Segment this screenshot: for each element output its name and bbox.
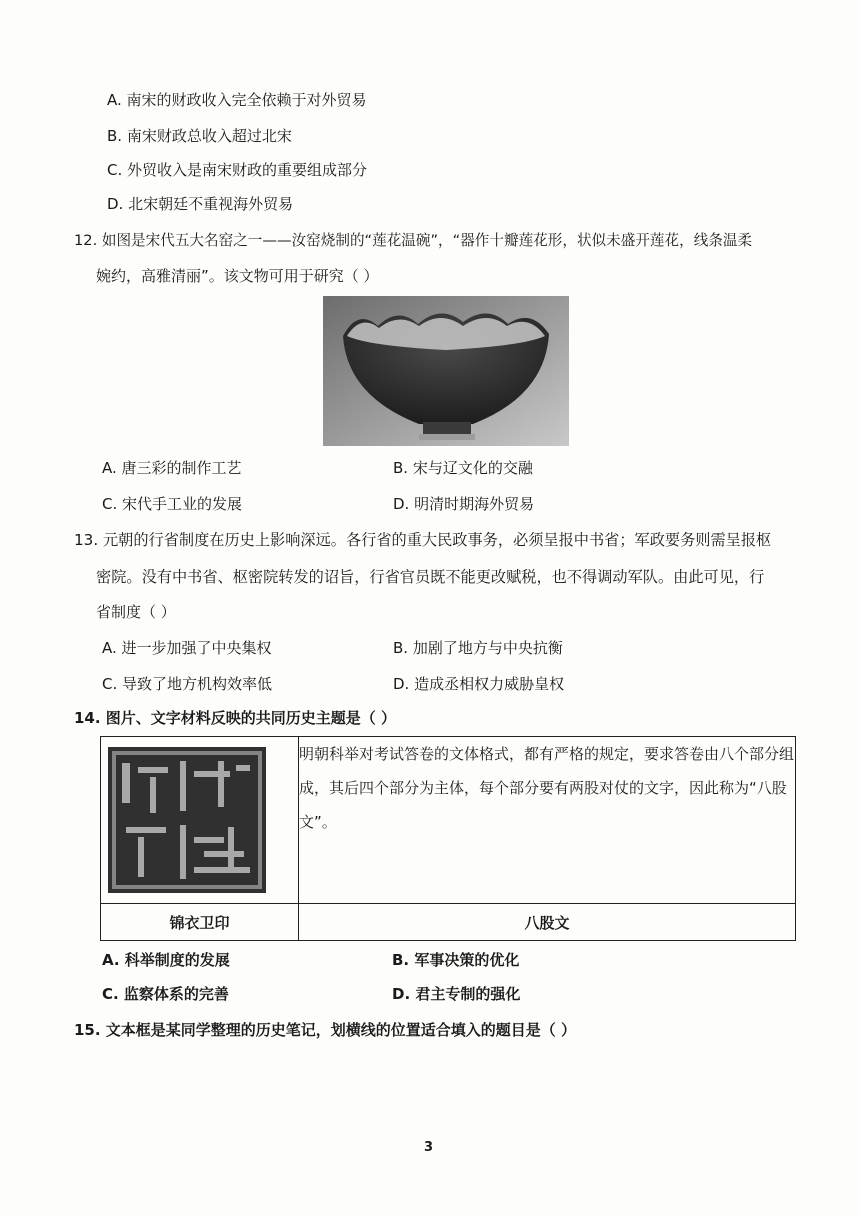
q14-material-table: [100, 736, 796, 941]
q11-option-a: A. 南宋的财政收入完全依赖于对外贸易: [107, 91, 367, 109]
q11-option-b: B. 南宋财政总收入超过北宋: [107, 127, 292, 145]
q11-option-d: D. 北宋朝廷不重视海外贸易: [107, 195, 294, 213]
baguwen-text-cell: [299, 737, 796, 904]
q13-stem-line1: 13. 元朝的行省制度在历史上影响深远。各行省的重大民政事务，必须呈报中书省；军政要务则需呈报枢: [74, 531, 772, 549]
q12-option-a: A. 唐三彩的制作工艺: [102, 459, 242, 477]
q14-option-b: B. 军事决策的优化: [392, 951, 520, 969]
q13-stem-line2: 密院。没有中书省、枢密院转发的诏旨，行省官员既不能更改赋税，也不得调动军队。由此可见，行: [96, 568, 765, 586]
seal-image-cell: [101, 737, 299, 904]
q12-stem-line2: 婉约，高雅清丽”。该文物可用于研究（ ）: [96, 267, 379, 285]
q12-option-d: D. 明清时期海外贸易: [393, 495, 535, 513]
lotus-bowl-image: [323, 296, 569, 446]
q13-option-d: D. 造成丞相权力威胁皇权: [393, 675, 565, 693]
q13-option-c: C. 导致了地方机构效率低: [102, 675, 273, 693]
seal-image: [108, 747, 266, 893]
q12-stem-line1: 12. 如图是宋代五大名窑之一——汝窑烧制的“莲花温碗”，“器作十瓣莲花形，状似未盛开莲花，线条温柔: [74, 232, 753, 249]
q13-option-b: B. 加剧了地方与中央抗衡: [393, 639, 563, 657]
lotus-bowl-photo: [323, 296, 569, 446]
page-number: 3: [424, 1140, 434, 1155]
baguwen-material-text: 明朝科举对考试答卷的文体格式，都有严格的规定，要求答卷由八个部分组成，其后四个部分为主体，每个部分要有两股对仗的文字，因此称为“八股文”。: [299, 745, 795, 831]
q14-option-c: C. 监察体系的完善: [102, 985, 229, 1003]
q15-stem: 15. 文本框是某同学整理的历史笔记，划横线的位置适合填入的题目是（ ）: [74, 1021, 577, 1039]
q14-option-d: D. 君主专制的强化: [392, 985, 521, 1003]
q13-stem-line3: 省制度（ ）: [96, 603, 176, 621]
caption-seal: 锦衣卫印: [101, 904, 299, 941]
q14-stem: 14. 图片、文字材料反映的共同历史主题是（ ）: [74, 709, 397, 727]
q14-option-a: A. 科举制度的发展: [102, 951, 230, 969]
q11-option-c: C. 外贸收入是南宋财政的重要组成部分: [107, 161, 368, 179]
caption-baguwen: 八股文: [299, 904, 796, 941]
q13-option-a: A. 进一步加强了中央集权: [102, 639, 272, 657]
q12-option-b: B. 宋与辽文化的交融: [393, 459, 533, 477]
seal-stamp-graphic: [108, 747, 266, 893]
q12-option-c: C. 宋代手工业的发展: [102, 495, 243, 513]
